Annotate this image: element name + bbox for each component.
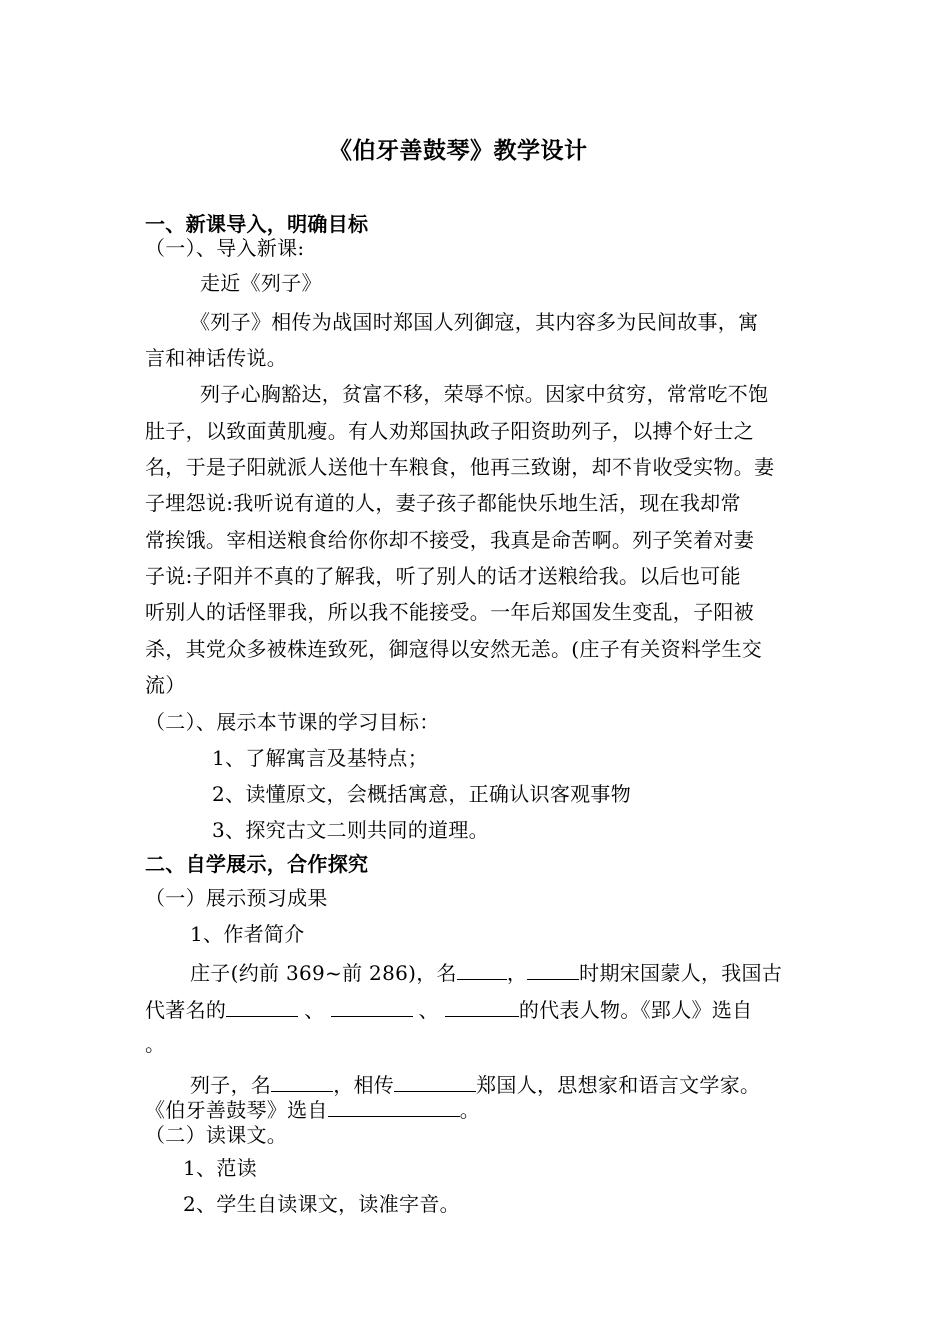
zhuangzi-line-3: 。 <box>145 1032 166 1056</box>
boya-text-a: 《伯牙善鼓琴》选自 <box>145 1098 328 1122</box>
boya-text-b: 。 <box>459 1098 481 1122</box>
page-title: 《伯牙善鼓琴》教学设计 <box>329 138 588 164</box>
intro-paragraph-line-2: 言和神话传说。 <box>145 346 288 370</box>
blank-identity-3[interactable] <box>445 996 519 1017</box>
liezi-text-a: 列子，名 <box>190 1073 272 1097</box>
story-line-7: 听别人的话怪罪我，所以我不能接受。一年后郑国发生变乱，子阳被 <box>145 600 754 624</box>
blank-period[interactable] <box>527 959 579 980</box>
zhuangzi-text-a: 庄子(约前 369~前 286)，名 <box>190 961 457 985</box>
zhuangzi-line-2 <box>145 996 752 1022</box>
goal-item: 2、读懂原文，会概括寓意，正确认识客观事物 <box>212 782 632 806</box>
read-step-2: 2、学生自读课文，读准字音。 <box>183 1192 460 1216</box>
blank-identity-1[interactable] <box>226 996 298 1017</box>
read-step-1: 1、范读 <box>183 1156 257 1180</box>
story-line-3: 名，于是子阳就派人送他十车粮食，他再三致谢，却不肯收受实物。妻 <box>145 455 775 479</box>
zhuangzi2-text-c: 、 <box>418 998 439 1022</box>
boya-line <box>145 1096 480 1122</box>
intro-paragraph-line-1: 《列子》相传为战国时郑国人列御寇，其内容多为民间故事，寓 <box>190 310 759 334</box>
zhuangzi-text-b: ， <box>506 961 528 985</box>
subsection-1-2: （二）、展示本节课的学习目标： <box>145 710 440 734</box>
story-line-1: 列子心胸豁达，贫富不移，荣辱不惊。因家中贫穷，常常吃不饱 <box>200 382 769 406</box>
subsection-2-2: （二）读课文。 <box>145 1123 288 1147</box>
subsection-1-1: （一）、导入新课: <box>145 236 305 260</box>
zhuangzi2-text-a: 代著名的 <box>145 998 227 1022</box>
author-intro-label: 1、作者简介 <box>190 922 305 946</box>
blank-boya-source[interactable] <box>328 1096 460 1117</box>
blank-identity-2[interactable] <box>331 996 413 1017</box>
liezi-text-c: 郑国人，思想家和语言文学家。 <box>476 1073 761 1097</box>
blank-liezi-name[interactable] <box>271 1071 333 1092</box>
blank-liezi-period[interactable] <box>394 1071 476 1092</box>
zhuangzi2-text-b: 、 <box>304 998 325 1022</box>
story-line-5: 常挨饿。宰相送粮食给你你却不接受，我真是命苦啊。列子笑着对妻 <box>145 528 754 552</box>
section-heading-2: 二、自学展示，合作探究 <box>145 852 369 876</box>
zhuangzi-line-1 <box>190 959 782 985</box>
story-line-8: 杀，其党众多被株连致死，御寇得以安然无恙。(庄子有关资料学生交 <box>145 637 763 661</box>
goal-item: 1、了解寓言及基特点； <box>212 746 429 770</box>
goal-item: 3、探究古文二则共同的道理。 <box>212 818 489 842</box>
zhuangzi2-text-d: 的代表人物。《郢人》选自 <box>518 998 753 1022</box>
section-heading-1: 一、新课导入，明确目标 <box>145 212 369 236</box>
story-line-2: 肚子，以致面黄肌瘦。有人劝郑国执政子阳资助列子，以搏个好士之 <box>145 419 754 443</box>
zhuangzi-text-c: 时期宋国蒙人，我国古 <box>579 961 783 985</box>
blank-name[interactable] <box>457 959 507 980</box>
approach-liezi: 走近《列子》 <box>200 271 322 295</box>
story-line-9: 流） <box>145 673 186 697</box>
liezi-text-b: ，相传 <box>333 1073 395 1097</box>
liezi-line <box>190 1071 760 1097</box>
story-line-6: 子说:子阳并不真的了解我，听了别人的话才送粮给我。以后也可能 <box>145 564 741 588</box>
story-line-4: 子埋怨说:我听说有道的人，妻子孩子都能快乐地生活，现在我却常 <box>145 491 741 515</box>
subsection-2-1: （一）展示预习成果 <box>145 886 328 910</box>
